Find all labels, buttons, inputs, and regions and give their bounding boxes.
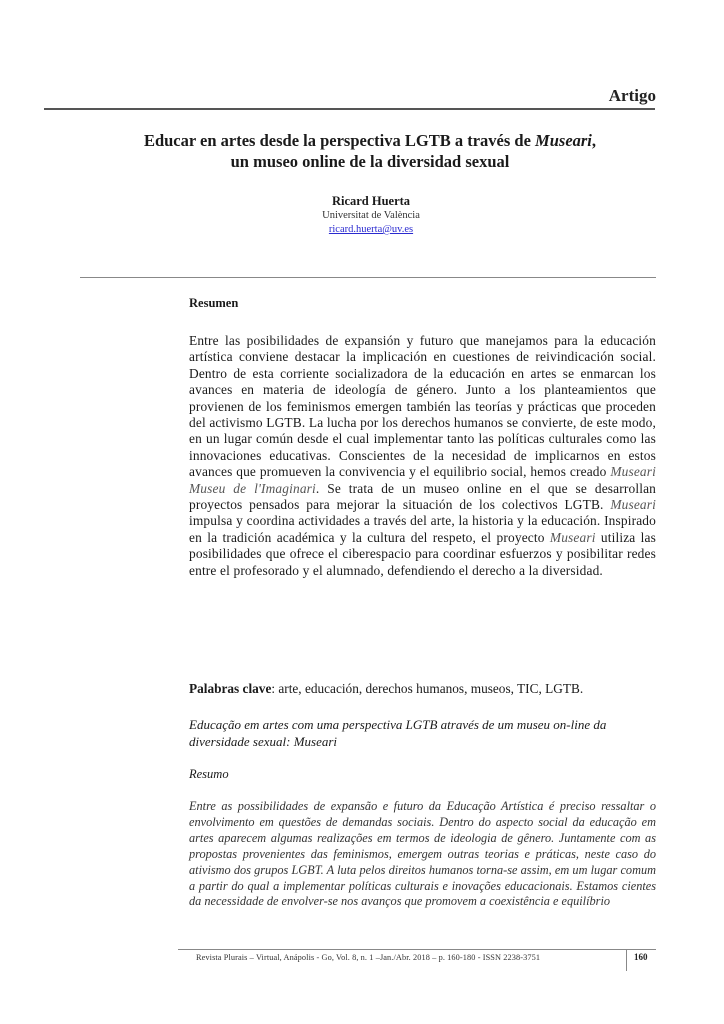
- author-name: Ricard Huerta: [331, 194, 411, 208]
- resumo-paragraph: Entre as possibilidades de expansão e futuro da Educação Artística é preciso ressaltar o envolvimento em questões de demandas sociais. Dentro do aspecto social da educação em artes aparecem algumas realizações em termos de ideologia de gênero. Juntamente com as propostas provenientes das feminismos, emergem outras teorias e práticas, neste caso do ativismo dos grupos LGBT. A luta pelos direitos humanos torna-se assim, em um lugar comum a partir do qual a implementar políticas culturais e inovações educacionais. Estamos cientes da necessidade de envolver-se nos avanços que promovem a coexistência e equilíbrio: [189, 799, 656, 909]
- keywords-value: : arte, educación, derechos humanos, museos, TIC, LGTB.: [271, 681, 584, 696]
- resumen-italic: Museari Museu de l'Imaginari: [189, 464, 656, 496]
- resumen-text: impulsa y coordina actividades a través del arte, la historia y la educación. Inspirado en la tradición académica y la cultura del respeto, el proyecto: [189, 513, 656, 545]
- author-affiliation: Universitat de València: [322, 210, 420, 221]
- resumen-text: utiliza las posibilidades que ofrece el ciberespacio para coordinar esfuerzos y posibilitar redes entre el profesorado y el alumnado, defendiendo el derecho a la diversidad.: [189, 529, 657, 578]
- keywords: [189, 681, 656, 697]
- resumen-text: Entre las posibilidades de expansión y futuro que manejamos para la educación artística conviene destacar la implicación en cuestiones de reivindicación social. Dentro de esta corriente socializadora de la educación en artes se enmarcan los avances en materia de ideología de género. Junto a los planteamientos que provienen de los feminismos emergen también las teorías y prácticas que proceden del activismo LGTB. La lucha por los derechos humanos se convierte, de este modo, en un lugar común desde el cual implementar tanto las políticas culturales como las innovaciones educativas. Conscientes de la necesidad de implicarnos en estos avances que promueven la convivencia y el equilibrio social, hemos creado: [189, 333, 656, 480]
- resumen-italic: Museari: [549, 529, 596, 545]
- title-italic-museari: Museari: [535, 131, 592, 150]
- portuguese-title: Educação em artes com uma perspectiva LGTB através de um museu on-line da diversidade sexual: Museari: [189, 717, 607, 749]
- resumen-italic: Museari: [610, 497, 656, 513]
- footer-divider: [626, 949, 627, 971]
- article-title: [60, 130, 680, 172]
- page-number: 160: [634, 952, 648, 962]
- header-rule: [44, 108, 655, 110]
- resumen-heading: Resumen: [189, 296, 239, 310]
- keywords-label: Palabras clave: [189, 681, 272, 696]
- resumen-text: . Se trata de un museo online en el que se desarrollan proyectos pensados para mejorar la situación de los colectivos LGTB.: [189, 480, 657, 513]
- title-line1: [144, 131, 596, 150]
- footer-citation: Revista Plurais – Virtual, Anápolis - Go, Vol. 8, n. 1 –Jan./Abr. 2018 – p. 160-180 - ISSN 2238-3751: [196, 953, 541, 962]
- title-line2: un museo online de la diversidad sexual: [230, 152, 510, 171]
- footer-rule: [178, 949, 656, 950]
- section-divider: [80, 277, 656, 278]
- section-label: Artigo: [608, 86, 656, 105]
- title-text: Educar en artes desde la perspectiva LGTB a través de: [143, 131, 536, 150]
- title-comma: ,: [591, 131, 597, 150]
- resumo-heading: Resumo: [189, 767, 229, 781]
- resumen-paragraph: [189, 333, 656, 579]
- author-email-link[interactable]: ricard.huerta@uv.es: [328, 224, 414, 235]
